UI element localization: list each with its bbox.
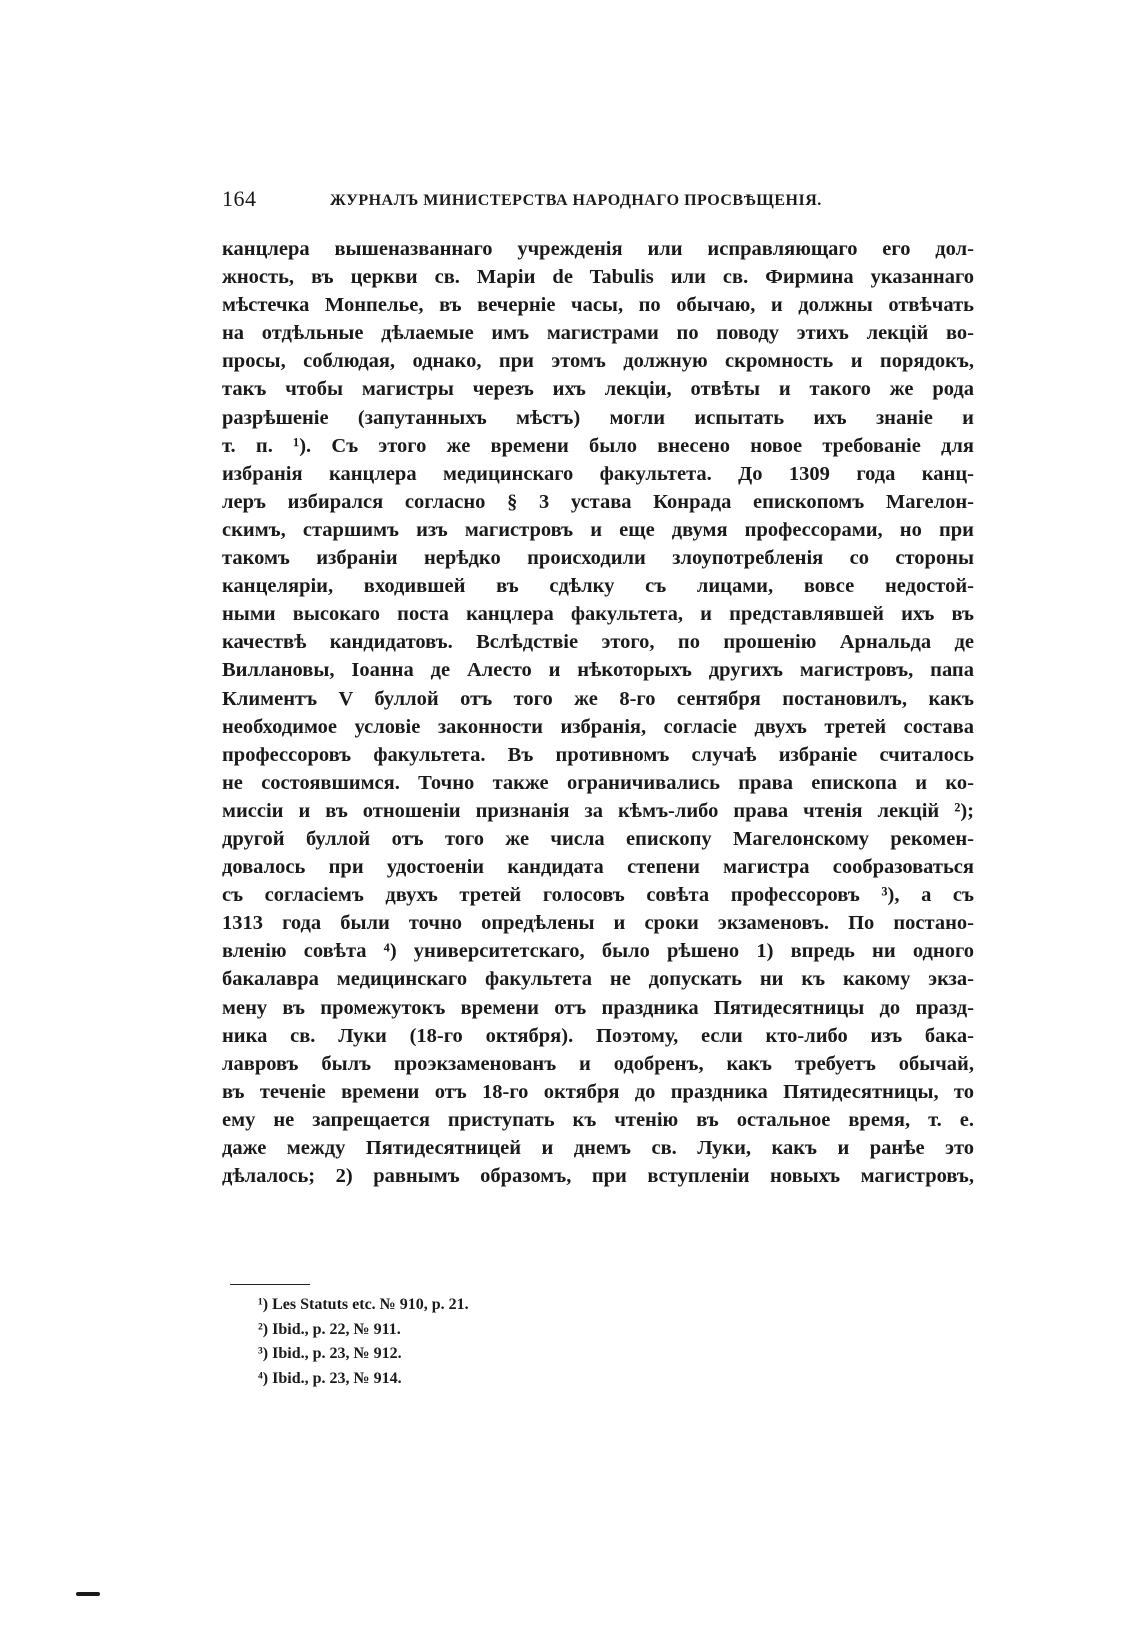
scan-edge-mark [76,1592,100,1596]
text-line: въ теченіе времени отъ 18-го октября до праздника Пятидесятницы, то [222,1080,974,1103]
text-line: мѣстечка Монпелье, въ вечерніе часы, по обычаю, и должны отвѣчать [222,294,974,317]
text-line: на отдѣльные дѣлаемые имъ магистрами по поводу этихъ лекцій во- [222,322,974,345]
text-line: лавровъ былъ проэкзаменованъ и одобренъ, какъ требуетъ обычай, [222,1052,974,1075]
text-line: разрѣшеніе (запутанныхъ мѣстъ) могли испытать ихъ знаніе и [222,406,974,429]
text-line: ными высокаго поста канцлера факультета, и представлявшей ихъ въ [222,603,974,626]
footnote-item: ¹) Les Statuts etc. № 910, p. 21. [258,1296,469,1313]
text-line: довалось при удостоеніи кандидата степени магистра сообразоваться [222,856,974,879]
text-line: Климентъ V буллой отъ того же 8-го сентября постановилъ, какъ [222,687,974,710]
text-line: ника св. Луки (18-го октября). Поэтому, если кто-либо изъ бака- [222,1024,974,1047]
text-line: бакалавра медицинскаго факультета не допускать ни къ какому экза- [222,968,974,991]
text-line: жность, въ церкви св. Маріи de Tabulis или св. Фирмина указаннаго [222,266,974,289]
footnote-item: ³) Ibid., p. 23, № 912. [258,1345,402,1362]
footnote-item: ²) Ibid., p. 22, № 911. [258,1320,401,1338]
body-text [222,235,974,1190]
text-line: т. п. ¹). Съ этого же времени было внесено новое требованіе для [222,434,974,457]
text-line: такъ чтобы магистры черезъ ихъ лекціи, отвѣты и такого же рода [222,378,974,401]
running-title: ЖУРНАЛЪ МИНИСТЕРСТВА НАРОДНАГО ПРОСВѢЩЕНІЯ. [330,192,822,209]
text-line: леръ избирался согласно § 3 устава Конрада епископомъ Магелон- [222,490,974,513]
footnotes [258,1293,469,1391]
footnote-divider [230,1284,310,1285]
text-line: съ согласіемъ двухъ третей голосовъ совѣта профессоровъ ³), а съ [222,884,974,907]
text-line: просы, соблюдая, однако, при этомъ должную скромность и порядокъ, [222,350,974,373]
page-number: 164 [222,186,257,211]
text-line: ему не запрещается приступать къ чтенію въ остальное время, т. е. [222,1108,974,1131]
text-line: дѣлалось; 2) равнымъ образомъ, при вступленіи новыхъ магистровъ, [222,1165,974,1188]
footnote-item: ⁴) Ibid., p. 23, № 914. [258,1369,402,1387]
text-line: другой буллой отъ того же числа епископу Магелонскому рекомен- [222,827,974,850]
text-line: профессоровъ факультета. Въ противномъ случаѣ избраніе считалось [222,743,974,766]
text-line: не состоявшимся. Точно также ограничивались права епископа и ко- [222,771,974,794]
text-line: избранія канцлера медицинскаго факультета. До 1309 года канц- [222,462,974,485]
page-header [222,186,978,220]
text-line: качествѣ кандидатовъ. Вслѣдствіе этого, по прошенію Арнальда де [222,631,974,654]
text-line: Виллановы, Іоанна де Алесто и нѣкоторыхъ другихъ магистровъ, папа [222,659,974,682]
text-line: вленію совѣта ⁴) университетскаго, было рѣшено 1) впредь ни одного [222,940,974,963]
text-line: канцлера вышеназваннаго учрежденія или исправляющаго его дол- [222,238,974,260]
text-line: такомъ избраніи нерѣдко происходили злоупотребленія со стороны [222,547,974,570]
text-line: необходимое условіе законности избранія, согласіе двухъ третей состава [222,715,974,738]
text-line: канцеляріи, входившей въ сдѣлку съ лицами, вовсе недостой- [222,575,974,598]
text-line: 1313 года были точно опредѣлены и сроки экзаменовъ. По постано- [222,912,974,935]
text-line: даже между Пятидесятницей и днемъ св. Луки, какъ и ранѣе это [222,1137,974,1159]
text-line: скимъ, старшимъ изъ магистровъ и еще двумя профессорами, но при [222,518,974,541]
text-line: миссіи и въ отношеніи признанія за кѣмъ-либо права чтенія лекцій ²); [222,799,974,822]
text-line: мену въ промежутокъ времени отъ праздника Пятидесятницы до празд- [222,996,974,1019]
